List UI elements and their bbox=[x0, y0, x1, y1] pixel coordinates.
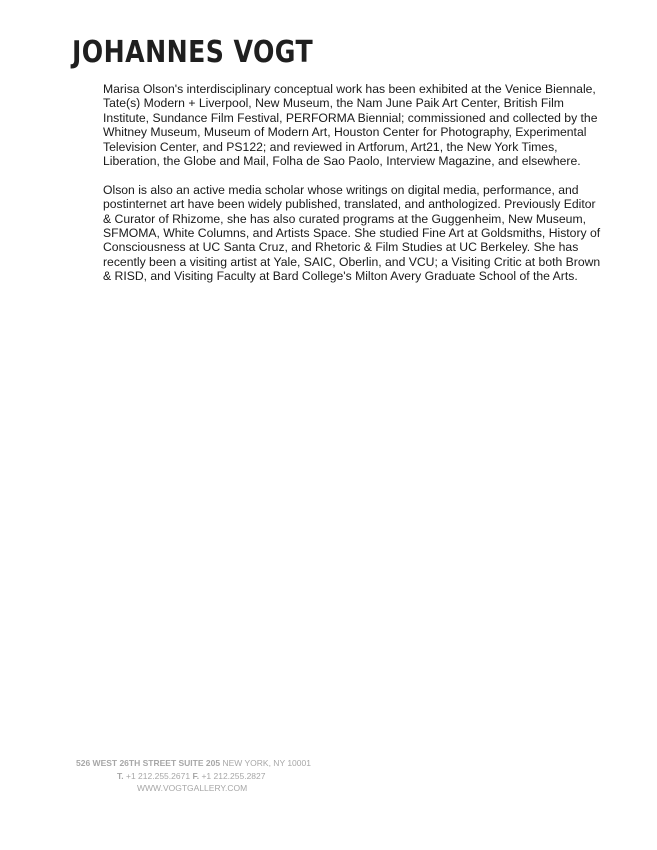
footer-fax-label: F. bbox=[192, 770, 200, 781]
footer-phone-label: T. bbox=[117, 770, 124, 781]
letterhead-footer bbox=[76, 757, 311, 795]
paragraph-exhibitions: Marisa Olson's interdisciplinary conceptual work has been exhibited at the Venice Biennale, Tate(s) Modern + Liverpool, New Museum, the Nam June Paik Art Center, British Film Institute, Sundance Film Festival, PERFORMA Biennial; commissioned and collected by the Whitney Museum, Museum of Modern Art, Houston Center for Photography, Experimental Television Center, and PS122; and reviewed in Artforum, Art21, the New York Times, Liberation, the Globe and Mail, Folha de Sao Paolo, Interview Magazine, and elsewhere. bbox=[103, 82, 598, 169]
footer-street: 526 WEST 26TH STREET SUITE 205 bbox=[76, 758, 221, 768]
paragraph-scholarship: Olson is also an active media scholar whose writings on digital media, performance, and postinternet art have been widely published, translated, and anthologized. Previously Editor & Curator of Rhizome, she has also curated programs at the Guggenheim, New Museum, SFMOMA, White Columns, and Artists Space. She studied Fine Art at Goldsmiths, History of Consciousness at UC Santa Cruz, and Rhetoric & Film Studies at UC Berkeley. She has recently been a visiting artist at Yale, SAIC, Oberlin, and VCU; a Visiting Critic at both Brown & RISD, and Visiting Faculty at Bard College's Milton Avery Graduate School of the Arts. bbox=[103, 182, 601, 284]
document-body bbox=[103, 82, 603, 298]
footer-address-line bbox=[76, 757, 311, 770]
footer-city: NEW YORK, NY 10001 bbox=[222, 758, 311, 768]
letterhead-name: JOHANNES VOGT bbox=[72, 35, 314, 70]
footer-contact-line bbox=[76, 770, 311, 783]
footer-website: WWW.VOGTGALLERY.COM bbox=[137, 783, 248, 793]
footer-fax: +1 212.255.2827 bbox=[201, 770, 266, 781]
footer-phone: +1 212.255.2671 bbox=[126, 770, 191, 781]
